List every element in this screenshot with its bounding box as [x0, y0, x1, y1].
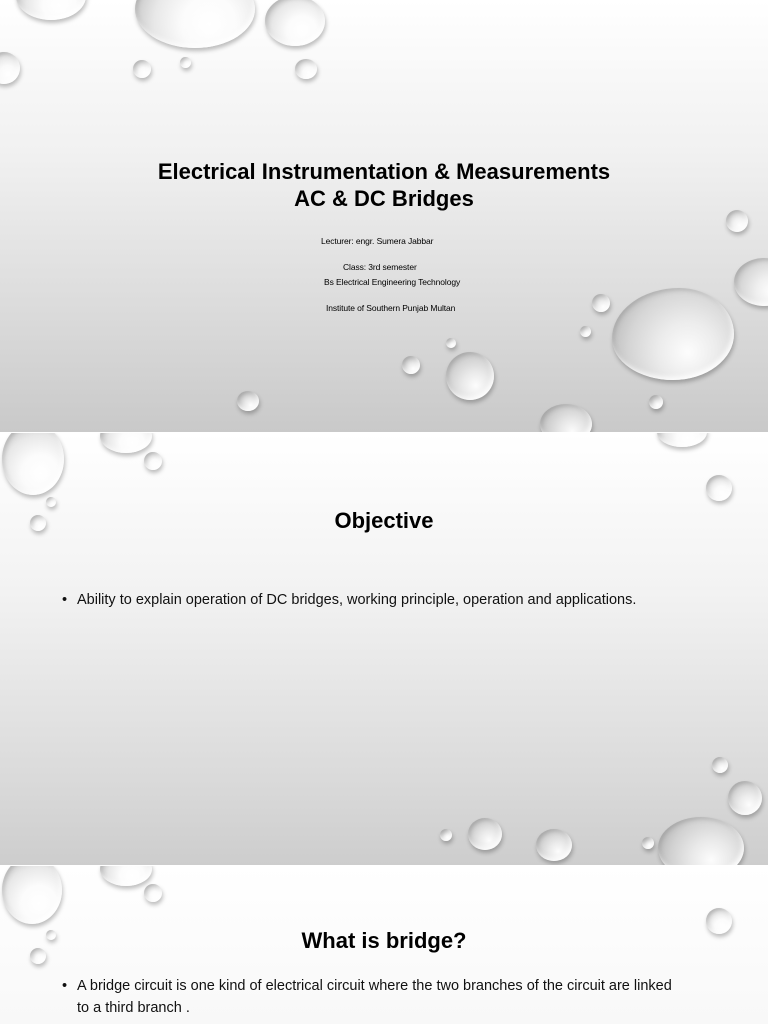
water-drop-decoration: [706, 475, 732, 501]
water-drop-decoration: [726, 210, 748, 232]
program-text: Bs Electrical Engineering Technology: [324, 277, 461, 287]
water-drop-decoration: [2, 866, 62, 924]
water-drop-decoration: [468, 818, 502, 850]
slide-title: [0, 0, 768, 432]
water-drop-decoration: [658, 817, 744, 865]
water-drop-decoration: [712, 757, 728, 773]
water-drop-decoration: [728, 781, 762, 815]
bullet-text: Ability to explain operation of DC bridges, working principle, operation and applications.: [77, 592, 637, 608]
water-drop-decoration: [536, 829, 572, 861]
title-line-1: Electrical Instrumentation & Measurements: [157, 159, 611, 184]
title-line-2: AC & DC Bridges: [294, 186, 474, 211]
slide-what-is-bridge: [0, 866, 768, 1024]
water-drop-decoration: [135, 0, 255, 48]
water-drop-decoration: [402, 356, 420, 374]
bullet-dot: •: [62, 592, 68, 608]
slide-objective: [0, 433, 768, 865]
water-drop-decoration: [46, 497, 56, 507]
water-drop-decoration: [265, 0, 325, 46]
what-is-bridge-heading: What is bridge?: [301, 928, 467, 953]
water-drop-decoration: [2, 433, 64, 495]
water-drop-decoration: [657, 433, 707, 447]
water-drop-decoration: [0, 52, 20, 84]
water-drop-decoration: [592, 294, 610, 312]
water-drop-decoration: [295, 59, 317, 79]
water-drop-decoration: [446, 352, 494, 400]
water-drop-decoration: [612, 288, 734, 380]
water-drop-decoration: [734, 258, 768, 306]
lecturer-text: Lecturer: engr. Sumera Jabbar: [321, 236, 434, 246]
water-drop-decoration: [446, 338, 456, 348]
water-drop-decoration: [133, 60, 151, 78]
objective-heading: Objective: [334, 508, 434, 533]
water-drop-decoration: [144, 884, 162, 902]
water-drop-decoration: [440, 829, 452, 841]
bullet-text: A bridge circuit is one kind of electrical circuit where the two branches of the circuit are linked to a third branch .: [77, 978, 672, 1016]
water-drop-decoration: [16, 0, 86, 20]
class-text: Class: 3rd semester: [343, 262, 417, 272]
water-drop-decoration: [649, 395, 663, 409]
water-drop-decoration: [100, 866, 152, 886]
water-drop-decoration: [642, 837, 654, 849]
water-drop-decoration: [180, 57, 191, 68]
water-drop-decoration: [100, 433, 152, 453]
institute-text: Institute of Southern Punjab Multan: [326, 303, 456, 313]
water-drop-decoration: [237, 391, 259, 411]
water-drop-decoration: [580, 326, 591, 337]
water-drop-decoration: [540, 404, 592, 432]
bullet-dot: •: [62, 978, 68, 994]
slide-title-heading: [0, 158, 768, 212]
water-drop-decoration: [144, 452, 162, 470]
